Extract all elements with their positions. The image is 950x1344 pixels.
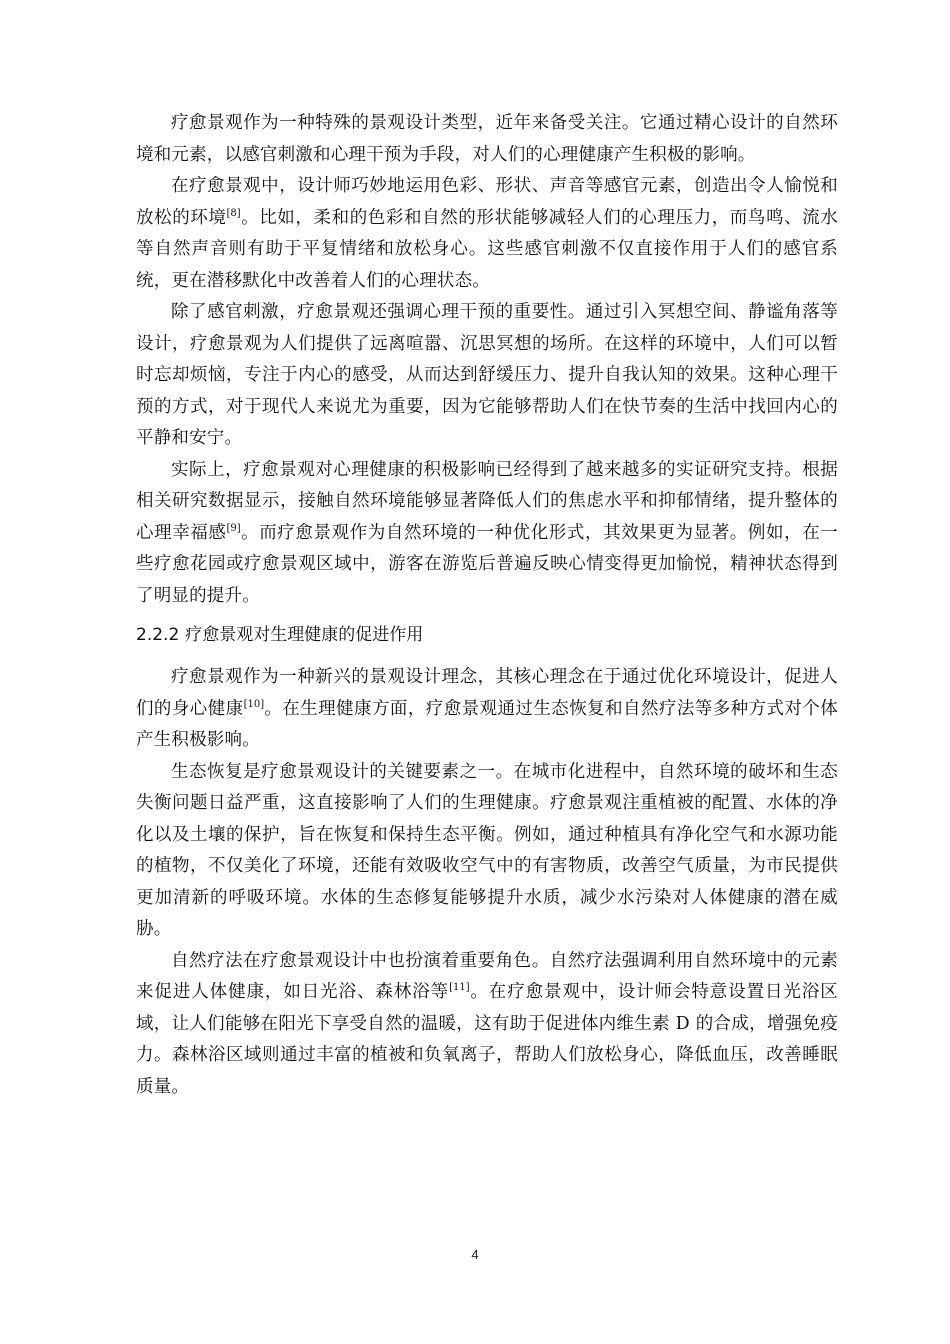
- section-heading: [136, 620, 838, 651]
- section-title: 疗愈景观对生理健康的促进作用: [185, 625, 424, 645]
- paragraph-text: 疗愈景观作为一种新兴的景观设计理念，其核心理念在于通过优化环境设计，促进人们的身心健康: [136, 667, 838, 719]
- paragraph-text: 。而疗愈景观作为自然环境的一种优化形式，其效果更为显著。例如，在一些疗愈花园或疗愈景观区域中，游客在游览后普遍反映心情变得更加愉悦，精神状态得到了明显的提升。: [136, 522, 839, 606]
- paragraph-text: 自然疗法在疗愈景观设计中也扮演着重要角色。自然疗法强调利用自然环境中的元素来促进人体健康，如日光浴、森林浴等: [136, 950, 838, 1002]
- page-number: 4: [471, 1247, 479, 1262]
- citation-reference: [8]: [226, 207, 241, 219]
- paragraph-text: 生态恢复是疗愈景观设计的关键要素之一。在城市化进程中，自然环境的破坏和生态失衡问题日益严重，这直接影响了人们的生理健康。疗愈景观注重植被的配置、水体的净化以及土壤的保护，旨在恢复和保持生态平衡。例如，通过种植具有净化空气和水源功能的植物，不仅美化了环境，还能有效吸收空气中的有害物质，改善空气质量，为市民提供更加清新的呼吸环境。水体的生态修复能够提升水质，减少水污染对人体健康的潜在威胁。: [136, 761, 838, 939]
- section-body-paragraphs: [136, 662, 838, 1103]
- paragraph: [136, 662, 838, 757]
- paragraph: [136, 171, 838, 297]
- paragraph-text: 。比如，柔和的色彩和自然的形状能够减轻人们的心理压力，而鸟鸣、流水等自然声音则有助于平复情绪和放松身心。这些感官刺激不仅直接作用于人们的感官系统，更在潜移默化中改善着人们的心理状态。: [136, 207, 839, 291]
- paragraph: [136, 108, 838, 171]
- paragraph-text: 。在疗愈景观中，设计师会特意设置日光浴区域，让人们能够在阳光下享受自然的温暖，这有助于促进体内维生素 D 的合成，增强免疫力。森林浴区域则通过丰富的植被和负氧离子，帮助人们放松身心，降低血压，改善睡眠质量。: [136, 982, 838, 1097]
- paragraph: [136, 946, 838, 1104]
- paragraph-text: 在疗愈景观中，设计师巧妙地运用色彩、形状、声音等感官元素，创造出令人愉悦和放松的环境: [136, 176, 838, 228]
- paragraph: [136, 297, 838, 455]
- citation-reference: [11]: [449, 982, 470, 993]
- paragraph-text: 除了感官刺激，疗愈景观还强调心理干预的重要性。通过引入冥想空间、静谧角落等设计，疗愈景观为人们提供了远离喧嚣、沉思冥想的场所。在这样的环境中，人们可以暂时忘却烦恼，专注于内心的感受，从而达到舒缓压力、提升自我认知的效果。这种心理干预的方式，对于现代人来说尤为重要，因为它能够帮助人们在快节奏的生活中找回内心的平静和安宁。: [136, 302, 838, 448]
- section-number: 2.2.2: [136, 625, 180, 645]
- body-text: [136, 108, 838, 1103]
- citation-reference: [10]: [243, 698, 265, 710]
- section-intro-paragraphs: [136, 108, 838, 612]
- citation-reference: [9]: [226, 522, 241, 534]
- paragraph: [136, 455, 838, 613]
- paragraph: [136, 757, 838, 946]
- paragraph-text: 。在生理健康方面，疗愈景观通过生态恢复和自然疗法等多种方式对个体产生积极影响。: [136, 698, 838, 750]
- paragraph-text: 实际上，疗愈景观对心理健康的积极影响已经得到了越来越多的实证研究支持。根据相关研究数据显示，接触自然环境能够显著降低人们的焦虑水平和抑郁情绪，提升整体的心理幸福感: [136, 459, 838, 543]
- paragraph-text: 疗愈景观作为一种特殊的景观设计类型，近年来备受关注。它通过精心设计的自然环境和元素，以感官刺激和心理干预为手段，对人们的心理健康产生积极的影响。: [136, 113, 838, 165]
